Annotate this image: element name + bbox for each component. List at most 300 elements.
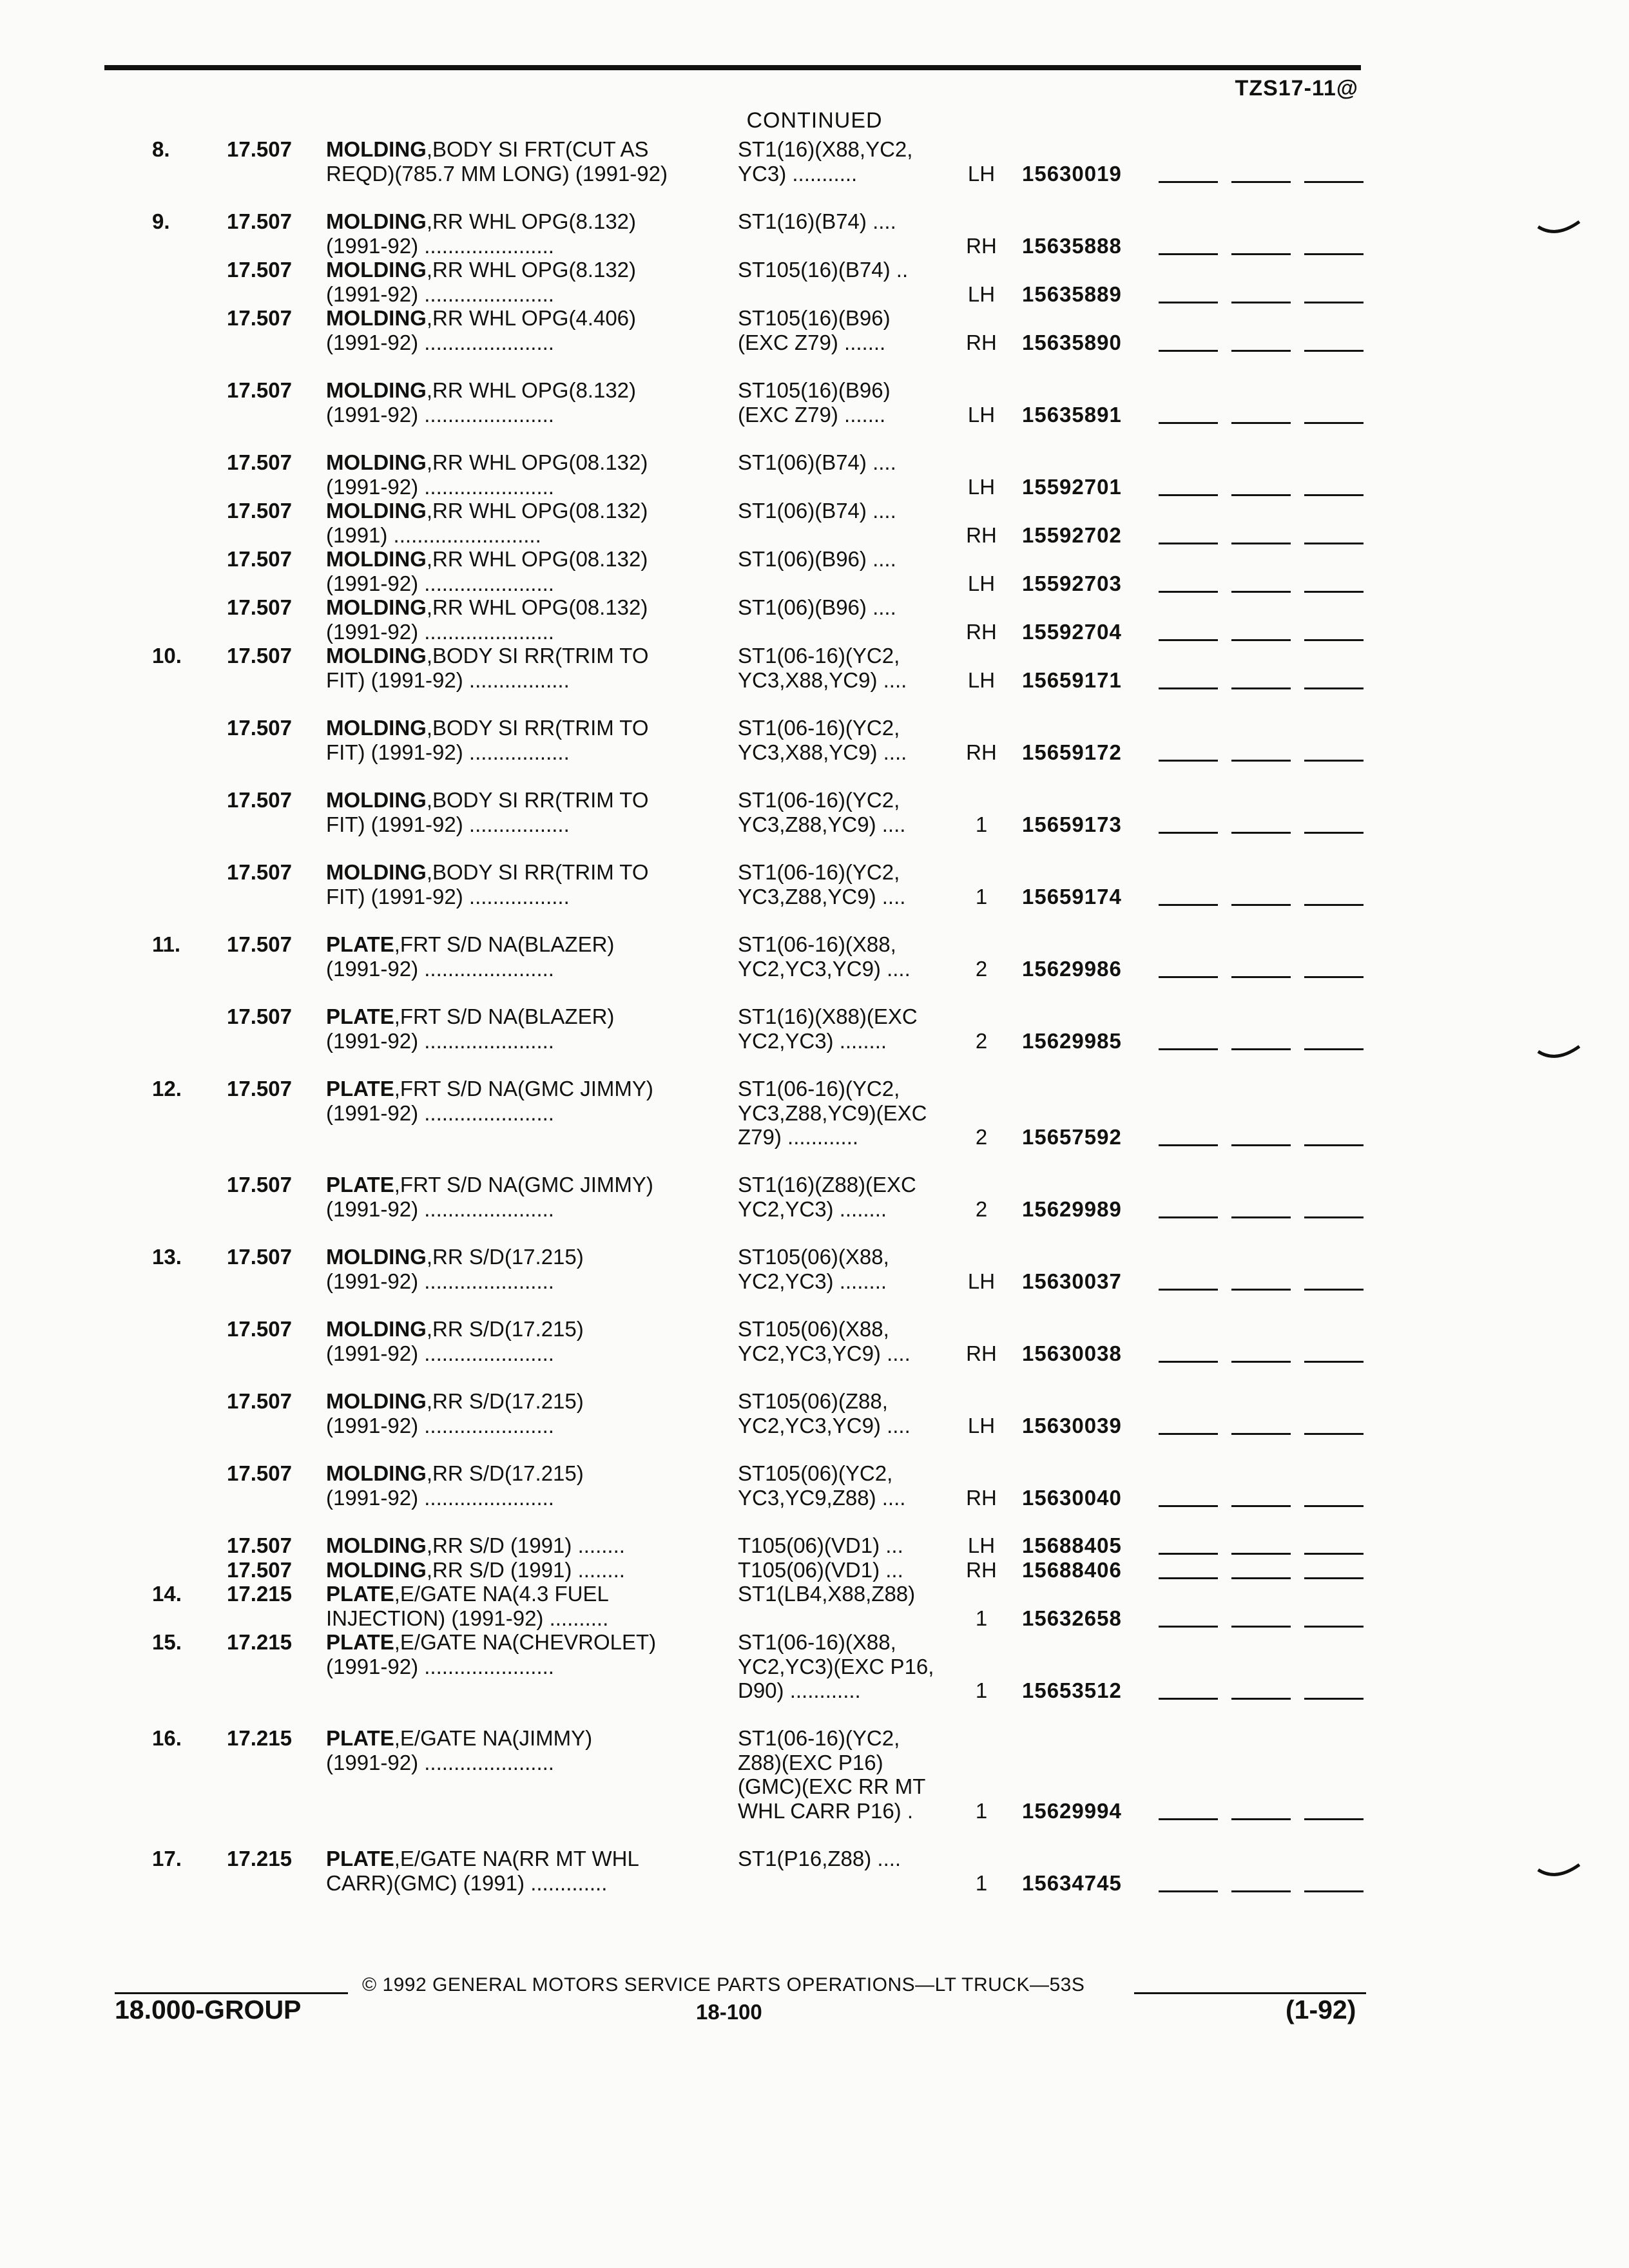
description-line (326, 1847, 726, 1871)
group-number: 17.507 (227, 1004, 292, 1028)
part-number: 15653512 (1022, 1678, 1122, 1702)
page-number: 18-100 (696, 2000, 762, 2024)
part-number: 15629986 (1022, 956, 1122, 981)
top-rule (104, 65, 1361, 70)
blank-line (1304, 1048, 1364, 1050)
application-line: ST1(06)(B96) .... (738, 595, 896, 619)
part-description (326, 499, 726, 547)
description-line (326, 788, 726, 812)
description-line (326, 137, 726, 162)
group-number: 17.507 (227, 1389, 292, 1413)
blank-line (1304, 1216, 1364, 1218)
blank-line (1231, 591, 1291, 593)
item-number: 11. (152, 932, 181, 956)
application-line: ST1(P16,Z88) .... (738, 1847, 901, 1870)
part-name: MOLDING (326, 644, 427, 668)
application-code (738, 450, 957, 475)
quantity: RH (966, 1485, 997, 1510)
part-description (326, 1533, 726, 1558)
application-line: YC3,Z88,YC9)(EXC (738, 1100, 927, 1125)
blank-line (1304, 639, 1364, 641)
entry-blanks (1159, 832, 1365, 834)
entry-blanks (1159, 760, 1365, 762)
description-text: ,RR WHL OPG(08.132) (426, 499, 648, 523)
quantity: 1 (975, 1870, 988, 1895)
part-number: 15592703 (1022, 571, 1122, 595)
application-line: ST105(06)(X88, (738, 1317, 889, 1341)
blank-line (1231, 1890, 1291, 1892)
part-number: 15635891 (1022, 402, 1122, 427)
part-number: 15659171 (1022, 668, 1122, 692)
part-entry (0, 547, 1629, 595)
group-number: 17.507 (227, 1533, 292, 1557)
description-line: (1991-92) ...................... (326, 1413, 554, 1437)
part-description (326, 1245, 726, 1293)
part-entry (0, 499, 1629, 547)
description-line: (1991-92) ...................... (326, 956, 554, 981)
part-entry (0, 595, 1629, 644)
application-code (738, 137, 957, 186)
description-text: ,RR WHL OPG(08.132) (426, 595, 648, 619)
quantity: LH (967, 474, 996, 499)
part-description (326, 1558, 726, 1582)
description-line: (1991-92) ...................... (326, 474, 554, 499)
entry-blanks (1159, 1577, 1365, 1579)
application-code (738, 1173, 957, 1221)
part-name: MOLDING (326, 378, 427, 402)
blank-line (1231, 1698, 1291, 1700)
part-entry (0, 788, 1629, 860)
part-name: MOLDING (326, 1461, 427, 1485)
description-line (326, 1245, 726, 1269)
description-text: ,BODY SI RR(TRIM TO (426, 716, 649, 740)
part-description (326, 788, 726, 836)
group-number: 17.507 (227, 450, 292, 474)
application-code (738, 547, 957, 572)
description-text: ,FRT S/D NA(BLAZER) (394, 1004, 615, 1028)
description-text: ,RR S/D (1991) ........ (426, 1557, 625, 1582)
group-number: 17.507 (227, 306, 292, 330)
blank-line (1304, 543, 1364, 544)
application-code (738, 1533, 957, 1558)
description-text: ,BODY SI RR(TRIM TO (426, 860, 649, 884)
quantity: 1 (975, 812, 988, 836)
part-description (326, 137, 726, 186)
blank-line (1231, 1553, 1291, 1555)
application-line: YC3) ........... (738, 161, 858, 186)
application-line: ST1(06-16)(X88, (738, 932, 896, 956)
blank-line (1304, 1553, 1364, 1555)
quantity: LH (967, 1413, 996, 1437)
blank-line (1304, 591, 1364, 593)
blank-line (1159, 181, 1218, 183)
description-text: ,E/GATE NA(JIMMY) (394, 1726, 593, 1750)
part-entry (0, 1461, 1629, 1533)
description-text: ,RR WHL OPG(08.132) (426, 450, 648, 474)
application-code (738, 860, 957, 908)
part-number: 15657592 (1022, 1125, 1122, 1149)
part-entry (0, 1726, 1629, 1847)
application-code (738, 716, 957, 764)
blank-line (1159, 591, 1218, 593)
quantity: RH (966, 1341, 997, 1365)
quantity: RH (966, 1557, 997, 1582)
part-name: PLATE (326, 1173, 394, 1196)
blank-line (1159, 1577, 1218, 1579)
application-code (738, 1461, 957, 1510)
description-line (326, 450, 726, 475)
part-entry (0, 258, 1629, 306)
part-name: MOLDING (326, 209, 427, 233)
description-text: ,FRT S/D NA(BLAZER) (394, 932, 615, 956)
group-number: 17.507 (227, 1461, 292, 1485)
group-number: 17.215 (227, 1726, 292, 1750)
part-number: 15659173 (1022, 812, 1122, 836)
description-line: (1991-92) ...................... (326, 1100, 554, 1125)
part-name: MOLDING (326, 1389, 427, 1413)
part-description (326, 1461, 726, 1510)
blank-line (1304, 687, 1364, 689)
blank-line (1231, 543, 1291, 544)
blank-line (1159, 1698, 1218, 1700)
entry-blanks (1159, 350, 1365, 352)
blank-line (1231, 302, 1291, 303)
application-line: ST1(06)(B96) .... (738, 547, 896, 571)
entry-blanks (1159, 639, 1365, 641)
quantity: LH (967, 1269, 996, 1293)
part-description (326, 1004, 726, 1053)
footer-rule-left (115, 1992, 348, 1994)
page-code: TZS17-11@ (1235, 76, 1358, 101)
part-description (326, 1389, 726, 1437)
application-line: ST1(16)(X88)(EXC (738, 1004, 918, 1028)
description-text: ,RR S/D(17.215) (426, 1245, 584, 1269)
group-number: 17.507 (227, 788, 292, 812)
part-number: 15635889 (1022, 282, 1122, 306)
application-line: ST1(06-16)(YC2, (738, 716, 900, 740)
description-line: (1991-92) ...................... (326, 1028, 554, 1053)
part-name: MOLDING (326, 1533, 427, 1557)
entry-blanks (1159, 687, 1365, 689)
description-text: ,BODY SI FRT(CUT AS (426, 137, 649, 161)
group-number: 17.507 (227, 1077, 292, 1100)
blank-line (1231, 253, 1291, 255)
part-name: MOLDING (326, 1245, 427, 1269)
description-line (326, 1389, 726, 1414)
quantity: LH (967, 571, 996, 595)
description-text: ,E/GATE NA(CHEVROLET) (394, 1630, 657, 1654)
application-code (738, 1726, 957, 1823)
description-line (326, 547, 726, 572)
quantity: 1 (975, 1798, 988, 1823)
part-entry (0, 1847, 1629, 1895)
quantity: LH (967, 282, 996, 306)
description-line: (1991-92) ...................... (326, 571, 554, 595)
description-line (326, 1582, 726, 1606)
item-number: 17. (152, 1847, 182, 1870)
application-line: YC3,Z88,YC9) .... (738, 812, 906, 836)
part-number: 15659172 (1022, 740, 1122, 764)
part-entry (0, 1582, 1629, 1630)
application-line: YC2,YC3,YC9) .... (738, 1413, 911, 1437)
quantity: LH (967, 402, 996, 427)
application-line: ST105(06)(YC2, (738, 1461, 893, 1485)
item-number: 12. (152, 1077, 182, 1100)
blank-line (1304, 1144, 1364, 1146)
part-description (326, 258, 726, 306)
part-entry (0, 1004, 1629, 1077)
blank-line (1304, 253, 1364, 255)
blank-line (1159, 1289, 1218, 1291)
quantity: 2 (975, 1125, 988, 1149)
part-name: MOLDING (326, 137, 427, 161)
part-entry (0, 1317, 1629, 1389)
blank-line (1159, 494, 1218, 496)
quantity: LH (967, 1533, 996, 1557)
group-number: 17.507 (227, 716, 292, 740)
blank-line (1159, 543, 1218, 544)
blank-line (1159, 976, 1218, 978)
entry-blanks (1159, 302, 1365, 303)
part-description (326, 547, 726, 595)
part-name: MOLDING (326, 860, 427, 884)
blank-line (1231, 976, 1291, 978)
description-text: ,FRT S/D NA(GMC JIMMY) (394, 1173, 653, 1196)
blank-line (1231, 760, 1291, 762)
group-number: 17.507 (227, 258, 292, 282)
part-name: PLATE (326, 1077, 394, 1100)
description-text: ,BODY SI RR(TRIM TO (426, 788, 649, 812)
blank-line (1231, 1216, 1291, 1218)
item-number: 13. (152, 1245, 182, 1269)
description-text: ,RR S/D(17.215) (426, 1389, 584, 1413)
blank-line (1159, 687, 1218, 689)
description-line (326, 306, 726, 331)
blank-line (1304, 181, 1364, 183)
application-code (738, 209, 957, 234)
description-line: (1991-92) ...................... (326, 402, 554, 427)
application-code (738, 788, 957, 836)
quantity: RH (966, 330, 997, 354)
group-number: 17.507 (227, 1173, 292, 1196)
description-line (326, 1317, 726, 1341)
description-text: ,E/GATE NA(4.3 FUEL (394, 1582, 609, 1606)
description-line: FIT) (1991-92) ................. (326, 668, 570, 692)
description-text: ,BODY SI RR(TRIM TO (426, 644, 649, 668)
item-number: 14. (152, 1582, 182, 1606)
description-line: (1991-92) ...................... (326, 1341, 554, 1365)
description-line (326, 1630, 726, 1655)
part-number: 15630040 (1022, 1485, 1122, 1510)
description-line: (1991-92) ...................... (326, 1196, 554, 1221)
part-entry (0, 209, 1629, 258)
application-code (738, 258, 957, 282)
part-description (326, 1726, 726, 1774)
blank-line (1231, 1289, 1291, 1291)
part-number: 15630039 (1022, 1413, 1122, 1437)
check-mark-icon (1537, 219, 1582, 238)
application-line: YC3,X88,YC9) .... (738, 740, 907, 764)
group-label: 18.000-GROUP (115, 1995, 302, 2024)
description-text: ,RR S/D(17.215) (426, 1461, 584, 1485)
group-number: 17.507 (227, 209, 292, 233)
part-description (326, 1847, 726, 1895)
description-line: (1991-92) ...................... (326, 1485, 554, 1510)
description-line (326, 595, 726, 620)
application-code (738, 1245, 957, 1293)
application-line: T105(06)(VD1) ... (738, 1557, 903, 1582)
quantity: RH (966, 619, 997, 644)
entry-blanks (1159, 253, 1365, 255)
part-entry (0, 137, 1629, 209)
blank-line (1304, 1361, 1364, 1363)
part-name: MOLDING (326, 258, 427, 282)
description-line (326, 1558, 726, 1582)
application-line: ST1(06-16)(YC2, (738, 644, 900, 668)
application-line: T105(06)(VD1) ... (738, 1533, 903, 1557)
application-code (738, 1630, 957, 1703)
application-line: ST105(06)(X88, (738, 1245, 889, 1269)
application-line: ST105(16)(B96) (738, 306, 891, 330)
part-entry (0, 860, 1629, 932)
part-number: 15632658 (1022, 1606, 1122, 1630)
part-name: PLATE (326, 1630, 394, 1654)
entry-blanks (1159, 543, 1365, 544)
group-number: 17.507 (227, 137, 292, 161)
part-description (326, 595, 726, 644)
group-number: 17.507 (227, 1557, 292, 1582)
application-line: ST1(06-16)(YC2, (738, 1077, 900, 1100)
application-code (738, 1317, 957, 1365)
application-line: YC2,YC3) ........ (738, 1028, 887, 1053)
part-number: 15629994 (1022, 1798, 1122, 1823)
description-line (326, 1726, 726, 1751)
quantity: 2 (975, 956, 988, 981)
application-code (738, 499, 957, 523)
part-entry (0, 1077, 1629, 1173)
blank-line (1159, 1505, 1218, 1507)
part-entry (0, 450, 1629, 499)
application-line: ST1(06-16)(YC2, (738, 1726, 900, 1750)
description-line: (1991-92) ...................... (326, 1269, 554, 1293)
blank-line (1159, 1144, 1218, 1146)
part-name: PLATE (326, 1004, 394, 1028)
part-name: MOLDING (326, 788, 427, 812)
application-line: YC2,YC3,YC9) .... (738, 1341, 911, 1365)
application-line: ST1(16)(Z88)(EXC (738, 1173, 916, 1196)
parts-list (0, 137, 1629, 1895)
blank-line (1159, 1818, 1218, 1820)
part-number: 15659174 (1022, 884, 1122, 908)
application-line: YC2,YC3) ........ (738, 1269, 887, 1293)
part-entry (0, 306, 1629, 378)
application-line: ST1(06)(B74) .... (738, 499, 896, 523)
application-code (738, 378, 957, 427)
part-entry (0, 932, 1629, 1004)
blank-line (1231, 904, 1291, 906)
part-entry (0, 1630, 1629, 1726)
entry-blanks (1159, 1505, 1365, 1507)
blank-line (1159, 350, 1218, 352)
description-text: ,FRT S/D NA(GMC JIMMY) (394, 1077, 653, 1100)
blank-line (1304, 1626, 1364, 1628)
application-code (738, 1847, 957, 1871)
group-number: 17.507 (227, 378, 292, 402)
application-line: YC3,X88,YC9) .... (738, 668, 907, 692)
description-line (326, 716, 726, 740)
blank-line (1231, 181, 1291, 183)
part-entry (0, 1558, 1629, 1582)
part-number: 15630037 (1022, 1269, 1122, 1293)
description-line (326, 258, 726, 282)
blank-line (1304, 422, 1364, 424)
application-code (738, 1389, 957, 1437)
blank-line (1159, 760, 1218, 762)
description-text: ,RR WHL OPG(8.132) (426, 378, 637, 402)
description-line (326, 1461, 726, 1486)
blank-line (1304, 1818, 1364, 1820)
blank-line (1231, 494, 1291, 496)
part-name: PLATE (326, 1726, 394, 1750)
group-number: 17.507 (227, 547, 292, 571)
part-entry (0, 644, 1629, 716)
part-entry (0, 716, 1629, 788)
description-line: (1991-92) ...................... (326, 1750, 554, 1774)
quantity: 1 (975, 884, 988, 908)
blank-line (1304, 494, 1364, 496)
application-line: (GMC)(EXC RR MT (738, 1774, 926, 1798)
description-line: (1991-92) ...................... (326, 330, 554, 354)
application-line: (EXC Z79) ....... (738, 330, 886, 354)
description-line (326, 209, 726, 234)
group-number: 17.507 (227, 932, 292, 956)
description-line (326, 932, 726, 957)
entry-blanks (1159, 422, 1365, 424)
blank-line (1159, 1048, 1218, 1050)
application-line: YC2,YC3,YC9) .... (738, 956, 911, 981)
entry-blanks (1159, 181, 1365, 183)
blank-line (1231, 1433, 1291, 1435)
blank-line (1159, 832, 1218, 834)
blank-line (1159, 639, 1218, 641)
item-number: 15. (152, 1630, 182, 1654)
description-line (326, 1173, 726, 1197)
quantity: RH (966, 233, 997, 258)
entry-blanks (1159, 1818, 1365, 1820)
part-description (326, 644, 726, 692)
part-description (326, 1630, 726, 1678)
blank-line (1231, 687, 1291, 689)
quantity: LH (967, 161, 996, 186)
part-number: 15592704 (1022, 619, 1122, 644)
entry-blanks (1159, 1626, 1365, 1628)
blank-line (1304, 1505, 1364, 1507)
description-line (326, 1077, 726, 1101)
entry-blanks (1159, 976, 1365, 978)
application-line: YC2,YC3)(EXC P16, (738, 1654, 934, 1678)
quantity: RH (966, 523, 997, 547)
part-entry (0, 1173, 1629, 1245)
blank-line (1159, 904, 1218, 906)
description-line: CARR)(GMC) (1991) ............. (326, 1870, 608, 1895)
blank-line (1304, 832, 1364, 834)
part-name: MOLDING (326, 716, 427, 740)
blank-line (1231, 1505, 1291, 1507)
description-line (326, 378, 726, 403)
blank-line (1231, 639, 1291, 641)
part-number: 15688405 (1022, 1533, 1122, 1557)
part-name: PLATE (326, 1847, 394, 1870)
